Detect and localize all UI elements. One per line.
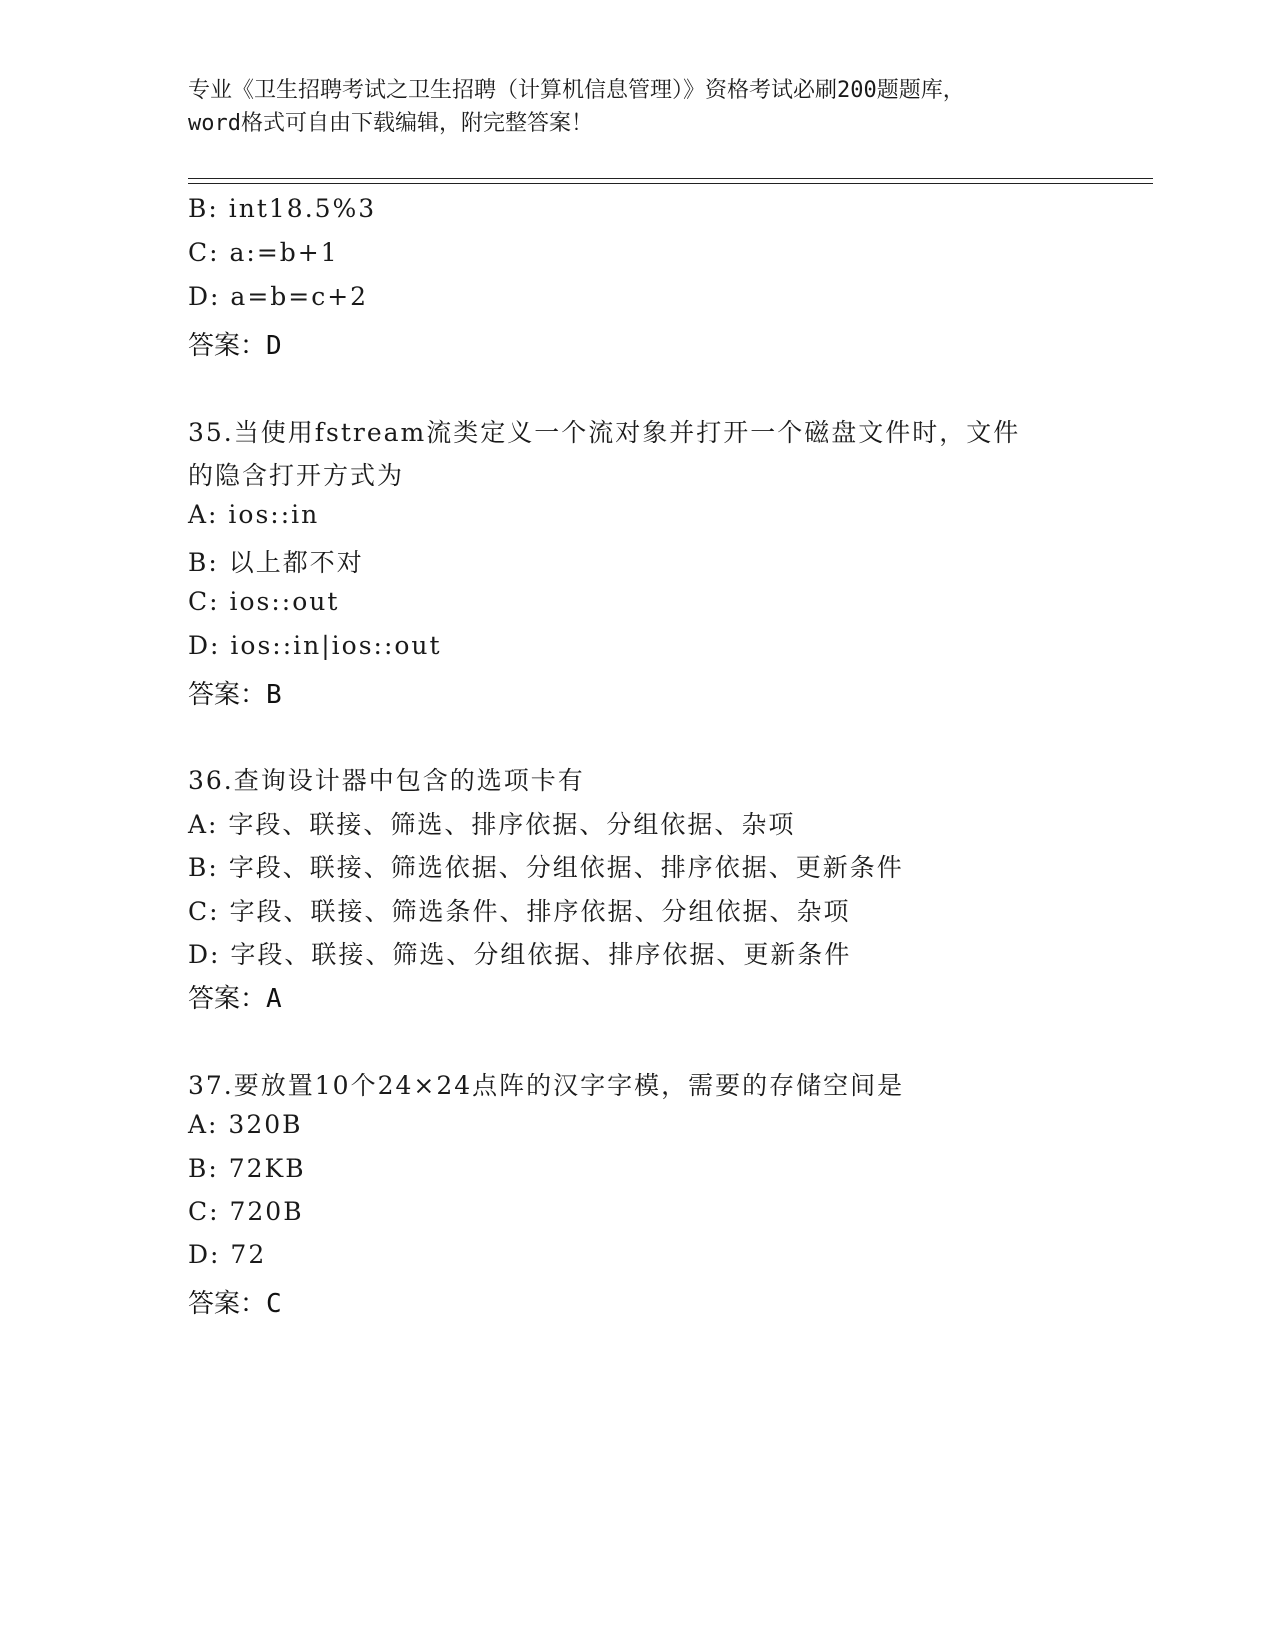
q34-option-c: C: a:=b+1 — [188, 238, 339, 267]
q36-option-a: A: 字段、联接、筛选、排序依据、分组依据、杂项 — [188, 810, 796, 839]
q37-option-a: A: 320B — [188, 1110, 303, 1139]
header-divider-bottom — [188, 183, 1153, 184]
q35-stem-line-2: 的隐含打开方式为 — [188, 461, 405, 490]
q35-answer: 答案：B — [188, 680, 282, 710]
q35-stem-line-1: 35.当使用fstream流类定义一个流对象并打开一个磁盘文件时，文件 — [188, 418, 1021, 447]
q37-option-b: B: 72KB — [188, 1154, 306, 1183]
document-header — [188, 74, 1088, 140]
q35-option-d: D: ios::in|ios::out — [188, 631, 442, 660]
header-line-2: word格式可自由下载编辑，附完整答案！ — [188, 111, 593, 136]
q37-answer: 答案：C — [188, 1289, 282, 1319]
q34-option-b: B: int18.5%3 — [188, 194, 377, 223]
header-divider-top — [188, 178, 1153, 179]
q37-option-c: C: 720B — [188, 1197, 304, 1226]
q36-option-b: B: 字段、联接、筛选依据、分组依据、排序依据、更新条件 — [188, 853, 904, 882]
q34-answer: 答案：D — [188, 331, 282, 361]
q37-stem: 37.要放置10个24×24点阵的汉字字模，需要的存储空间是 — [188, 1071, 905, 1100]
header-line-1: 专业《卫生招聘考试之卫生招聘（计算机信息管理）》资格考试必刷200题题库， — [188, 78, 965, 103]
q35-option-a: A: ios::in — [188, 500, 320, 529]
q36-option-c: C: 字段、联接、筛选条件、排序依据、分组依据、杂项 — [188, 897, 851, 926]
q36-answer: 答案：A — [188, 984, 282, 1014]
q37-option-d: D: 72 — [188, 1240, 267, 1269]
q36-option-d: D: 字段、联接、筛选、分组依据、排序依据、更新条件 — [188, 940, 852, 969]
q36-stem: 36.查询设计器中包含的选项卡有 — [188, 766, 585, 795]
q34-option-d: D: a=b=c+2 — [188, 282, 369, 311]
q35-option-b: B: 以上都不对 — [188, 548, 364, 577]
q35-option-c: C: ios::out — [188, 587, 340, 616]
